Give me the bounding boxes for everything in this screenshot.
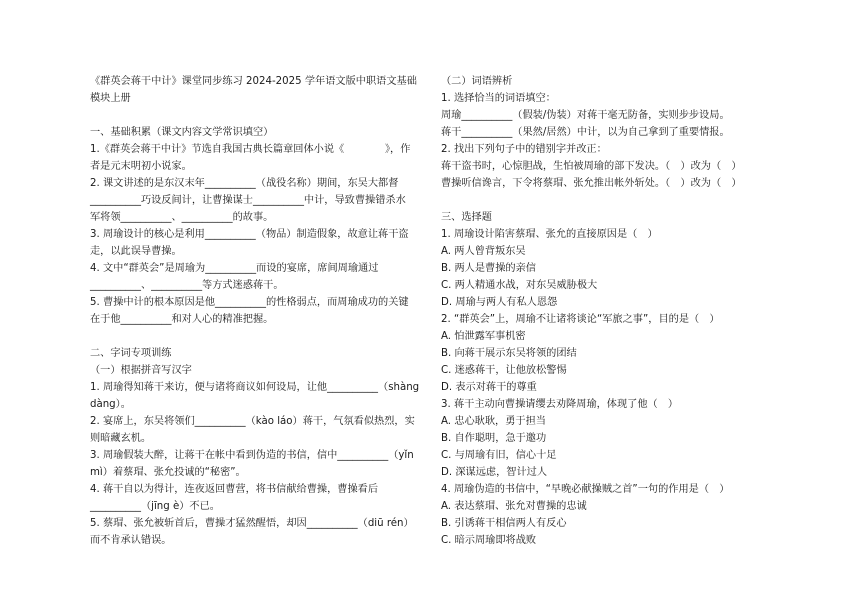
text-line: 曹操听信谗言，下令将蔡瑁、张允推出帐外斩处。（ ）改为（ ） xyxy=(441,178,742,189)
text-line: 2. 找出下列句子中的错别字并改正： xyxy=(441,144,607,155)
text-line: 1. 周瑜得知蒋干来访，便与诸将商议如何设局，让他__________（shàng xyxy=(90,382,420,393)
text-line: 5. 蔡瑁、张允被斩首后，曹操才猛然醒悟，却因__________（diū rén） xyxy=(90,518,414,529)
text-line: 三、选择题 xyxy=(441,212,492,223)
text-line: 则暗藏玄机。 xyxy=(90,433,152,444)
text-line: A. 怕泄露军事机密 xyxy=(441,331,526,342)
text-line: 蒋干__________（果然/居然）中计，以为自己拿到了重要情报。 xyxy=(441,127,730,138)
text-line: 3. 蒋干主动向曹操请缨去劝降周瑜，体现了他（ ） xyxy=(441,399,679,410)
text-line: A. 忠心耿耿，勇于担当 xyxy=(441,416,546,427)
text-line: B. 两人是曹操的亲信 xyxy=(441,263,536,274)
paragraph-gap xyxy=(441,192,781,209)
text-line: B. 自作聪明，急于邀功 xyxy=(441,433,547,444)
text-line: 3. 周瑜假装大醉，让蒋干在帐中看到伪造的书信，信中__________（yǐn xyxy=(90,450,414,461)
text-line: __________（jīng è）不已。 xyxy=(90,501,220,512)
text-line: 周瑜__________（假装/伪装）对蒋干毫无防备，实则步步设局。 xyxy=(441,110,730,121)
text-line: 军将领__________、__________的故事。 xyxy=(90,212,274,223)
text-line: 一、基础积累（课文内容文学常识填空） xyxy=(90,127,274,138)
text-line: 4. 蒋干自以为得计，连夜返回曹营，将书信献给曹操，曹操看后 xyxy=(90,484,379,495)
text-line: D. 表示对蒋干的尊重 xyxy=(441,382,537,393)
text-line: B. 引诱蒋干相信两人有反心 xyxy=(441,518,567,529)
text-line: dàng）。 xyxy=(90,399,131,410)
text-line: 《群英会蒋干中计》课堂同步练习 2024-2025 学年语文版中职语文基础 xyxy=(90,76,417,87)
text-line: 者是元末明初小说家。 xyxy=(90,161,192,172)
text-line: 4. 文中“群英会”是周瑜为__________而设的宴席，席间周瑜通过 xyxy=(90,263,379,274)
text-line: D. 深谋远虑，智计过人 xyxy=(441,467,548,478)
text-line: 1. 选择恰当的词语填空： xyxy=(441,93,556,104)
text-line: __________巧设反间计，让曹操谋士__________中计，导致曹操错杀水 xyxy=(90,195,406,206)
text-line: C. 暗示周瑜即将战败 xyxy=(441,535,537,546)
text-line: 2. 课文讲述的是东汉末年__________（战役名称）期间，东吴大都督 xyxy=(90,178,399,189)
text-line: 在于他__________和对人心的精准把握。 xyxy=(90,314,274,325)
text-line: 而不肯承认错误。 xyxy=(90,535,172,546)
left-column xyxy=(90,73,426,549)
paragraph-gap xyxy=(90,107,426,124)
text-line: （一）根据拼音写汉字 xyxy=(90,365,192,376)
text-line: 4. 周瑜伪造的书信中，“早晚必献操贼之首”一句的作用是（ ） xyxy=(441,484,730,495)
text-line: C. 两人精通水战，对东吴威胁极大 xyxy=(441,280,598,291)
text-line: mì）着蔡瑁、张允投诚的“秘密”。 xyxy=(90,467,246,478)
text-line: 3. 周瑜设计的核心是利用__________（物品）制造假象，故意让蒋干盗 xyxy=(90,229,409,240)
text-line: A. 表达蔡瑁、张允对曹操的忠诚 xyxy=(441,501,587,512)
text-line: D. 周瑜与两人有私人恩怨 xyxy=(441,297,558,308)
text-line: __________、__________等方式迷惑蒋干。 xyxy=(90,280,284,291)
text-line: C. 与周瑜有旧，信心十足 xyxy=(441,450,557,461)
text-line: 蒋干盗书时，心惊胆战，生怕被周瑜的部下发决。（ ）改为（ ） xyxy=(441,161,742,172)
text-line: C. 迷惑蒋干，让他放松警惕 xyxy=(441,365,567,376)
text-line: 2. “群英会”上，周瑜不让诸将谈论“军旅之事”，目的是（ ） xyxy=(441,314,720,325)
text-line: 模块上册 xyxy=(90,93,131,104)
right-column xyxy=(441,73,781,549)
text-line: 走，以此误导曹操。 xyxy=(90,246,182,257)
text-line: （二）词语辨析 xyxy=(441,76,513,87)
paragraph-gap xyxy=(90,328,426,345)
text-line: 二、字词专项训练 xyxy=(90,348,172,359)
text-line: 1. 周瑜设计陷害蔡瑁、张允的直接原因是（ ） xyxy=(441,229,658,240)
text-line: A. 两人曾背叛东吴 xyxy=(441,246,526,257)
text-line: 5. 曹操中计的根本原因是他__________的性格弱点，而周瑜成功的关键 xyxy=(90,297,409,308)
text-line: 2. 宴席上，东吴将领们__________（kào láo）蒋干，气氛看似热烈，实 xyxy=(90,416,415,427)
text-line: 1.《群英会蒋干中计》节选自我国古典长篇章回体小说《 》，作 xyxy=(90,144,411,155)
text-line: B. 向蒋干展示东吴将领的团结 xyxy=(441,348,577,359)
